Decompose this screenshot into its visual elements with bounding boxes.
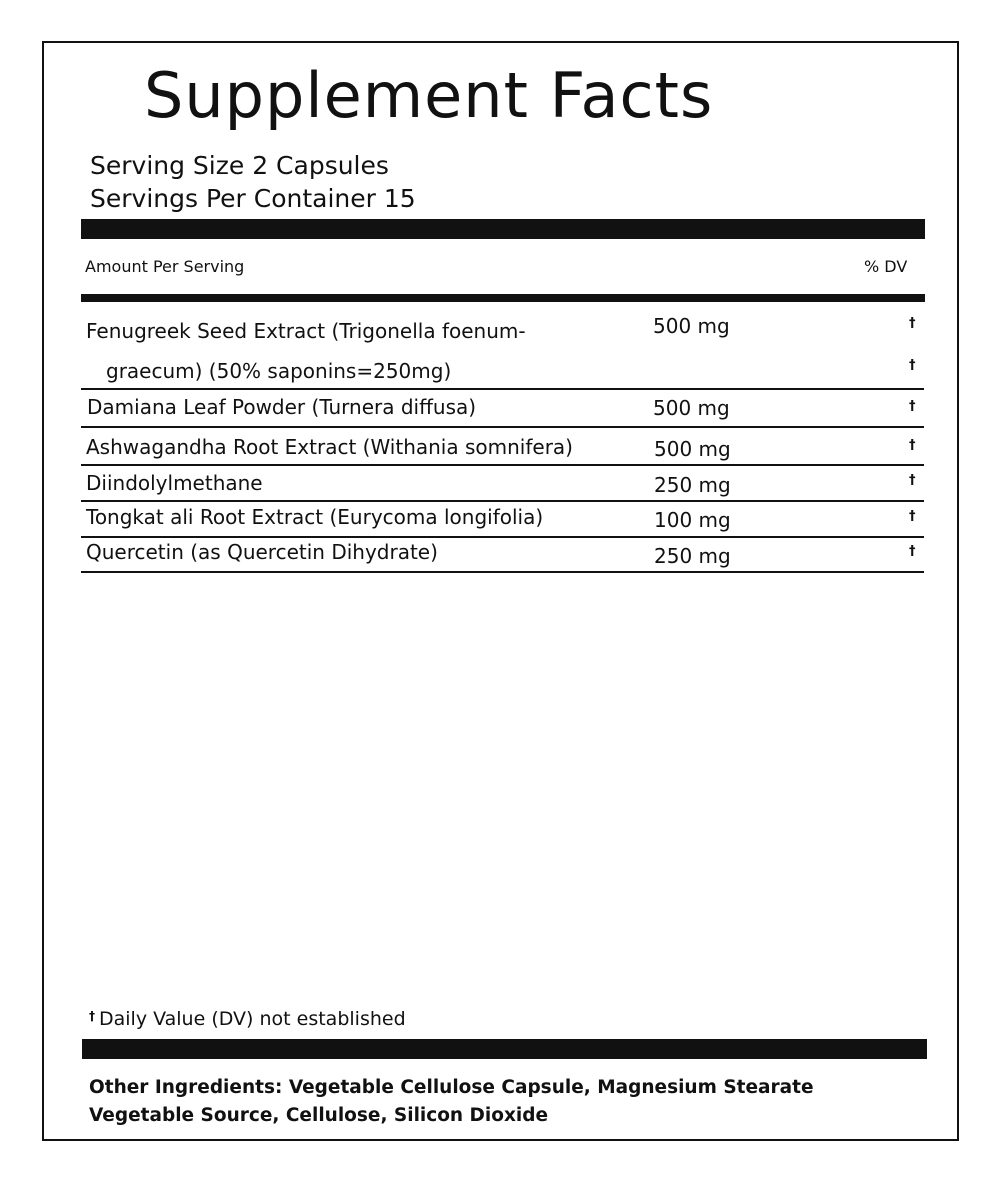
top-thick-divider <box>81 219 925 239</box>
row-divider <box>81 426 924 428</box>
dagger-icon: † <box>909 316 916 331</box>
ingredient-amount: 500 mg <box>654 437 731 461</box>
ingredient-name: Ashwagandha Root Extract (Withania somnifera) <box>86 435 573 459</box>
header-divider <box>81 294 925 302</box>
ingredient-amount: 100 mg <box>654 508 731 532</box>
dagger-icon: † <box>909 399 916 414</box>
ingredient-amount: 250 mg <box>654 473 731 497</box>
dagger-icon: † <box>909 438 916 453</box>
amount-per-serving-header: Amount Per Serving <box>85 257 245 276</box>
label-title: Supplement Facts <box>144 59 714 132</box>
supplement-facts-panel <box>42 41 959 1141</box>
dagger-icon: † <box>909 473 916 488</box>
ingredient-name: Quercetin (as Quercetin Dihydrate) <box>86 540 438 564</box>
ingredient-amount: 500 mg <box>653 396 730 420</box>
footnote-text: Daily Value (DV) not established <box>99 1008 406 1030</box>
row-divider <box>81 464 924 466</box>
ingredient-amount: 500 mg <box>653 314 730 338</box>
ingredient-name: Diindolylmethane <box>86 471 263 495</box>
servings-per-container: Servings Per Container 15 <box>90 184 416 213</box>
ingredient-name-continued: graecum) (50% saponins=250mg) <box>106 359 452 383</box>
dagger-icon: † <box>909 544 916 559</box>
dagger-icon: † <box>909 358 916 373</box>
dv-header: % DV <box>864 257 908 276</box>
ingredient-name: Fenugreek Seed Extract (Trigonella foenum- <box>86 319 526 343</box>
serving-size: Serving Size 2 Capsules <box>90 151 389 180</box>
row-divider <box>81 536 924 538</box>
row-divider <box>81 388 924 390</box>
row-divider <box>81 571 924 573</box>
dv-footnote <box>89 1010 406 1029</box>
other-ingredients: Other Ingredients: Vegetable Cellulose Capsule, Magnesium Stearate Vegetable Source, Cellulose, Silicon Dioxide <box>89 1077 814 1126</box>
dagger-icon: † <box>909 509 916 524</box>
bottom-thick-divider <box>82 1039 927 1059</box>
ingredient-amount: 250 mg <box>654 544 731 568</box>
ingredient-name: Damiana Leaf Powder (Turnera diffusa) <box>87 395 477 419</box>
ingredient-name: Tongkat ali Root Extract (Eurycoma longifolia) <box>86 505 544 529</box>
row-divider <box>81 500 924 502</box>
dagger-icon: † <box>89 1009 95 1023</box>
